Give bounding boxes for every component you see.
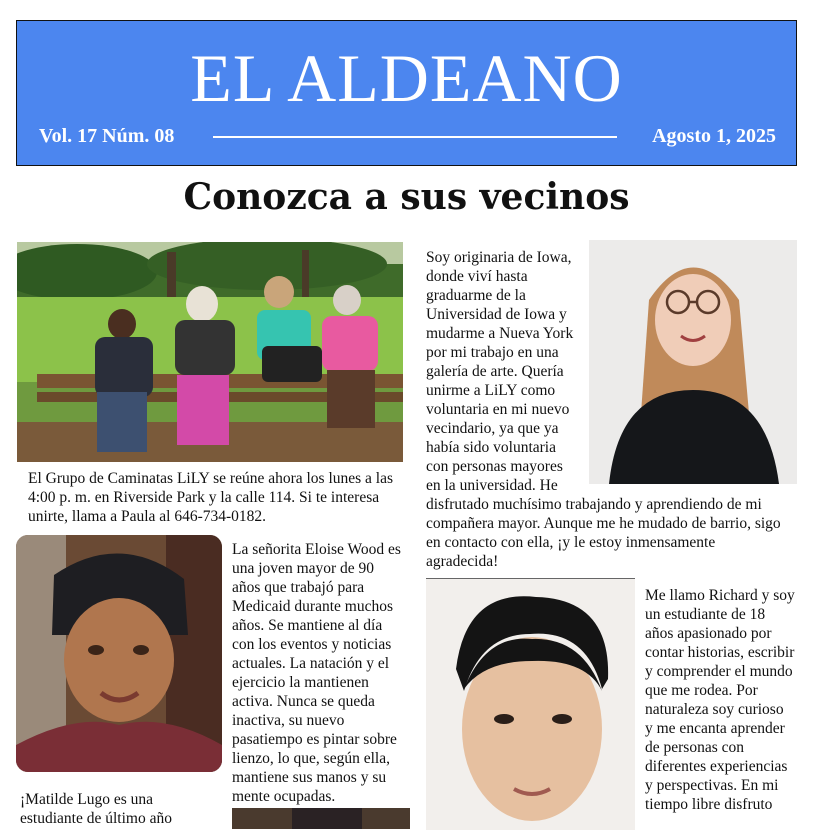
walking-group-caption: El Grupo de Caminatas LiLY se reúne ahora los lunes a las 4:00 p. m. en Riverside Park y la calle 114. Si te interesa unirte, llama a Paula al 646-734-0182.: [28, 470, 394, 525]
iowa-volunteer-text: Soy originaria de Iowa, donde viví hasta graduarme de la Universidad de Iowa y mudarme a Nueva York por mi trabajo en una galería de arte. Quería unirme a LiLY como voluntaria en mi nuevo vecindario, ya que ya había sido voluntaria con personas mayores en la universidad. He disfrutado muchísimo trabajando y aprendiendo de mi compañera mayor. Aunque me he mudado de barrio, sigo en contacto con ella, ¡y le estoy inmensamente agradecida!: [426, 249, 781, 570]
masthead-rule: [213, 136, 617, 138]
masthead: [16, 20, 797, 166]
matilde-lugo-photo: [232, 808, 410, 829]
newspaper-title: EL ALDEANO: [190, 40, 623, 116]
volume-number: Vol. 17 Núm. 08: [39, 125, 175, 147]
richard-text: Me llamo Richard y soy un estudiante de 18 años apasionado por contar historias, escribir y comprender el mundo que me rodea. Por naturaleza soy curioso y me encanta aprender de personas con diferentes experiencias y perspectivas. En mi tiempo libre disfruto: [645, 587, 795, 813]
page-headline: Conozca a sus vecinos: [183, 176, 630, 218]
issue-date: Agosto 1, 2025: [652, 125, 776, 147]
eloise-wood-photo: [16, 535, 222, 772]
matilde-lugo-text: ¡Matilde Lugo es una estudiante de último año: [20, 791, 172, 827]
eloise-wood-text: La señorita Eloise Wood es una joven mayor de 90 años que trabajó para Medicaid durante muchos años. Se mantiene al día con los eventos y noticias actuales. La natación y el ejercicio la mantienen activa. Nunca se queda inactiva, su nuevo pasatiempo es pintar sobre lienzo, lo que, según ella, mantiene sus manos y su mente ocupadas.: [232, 541, 401, 805]
richard-portrait-photo: [426, 578, 635, 830]
walking-group-photo: [17, 242, 403, 462]
